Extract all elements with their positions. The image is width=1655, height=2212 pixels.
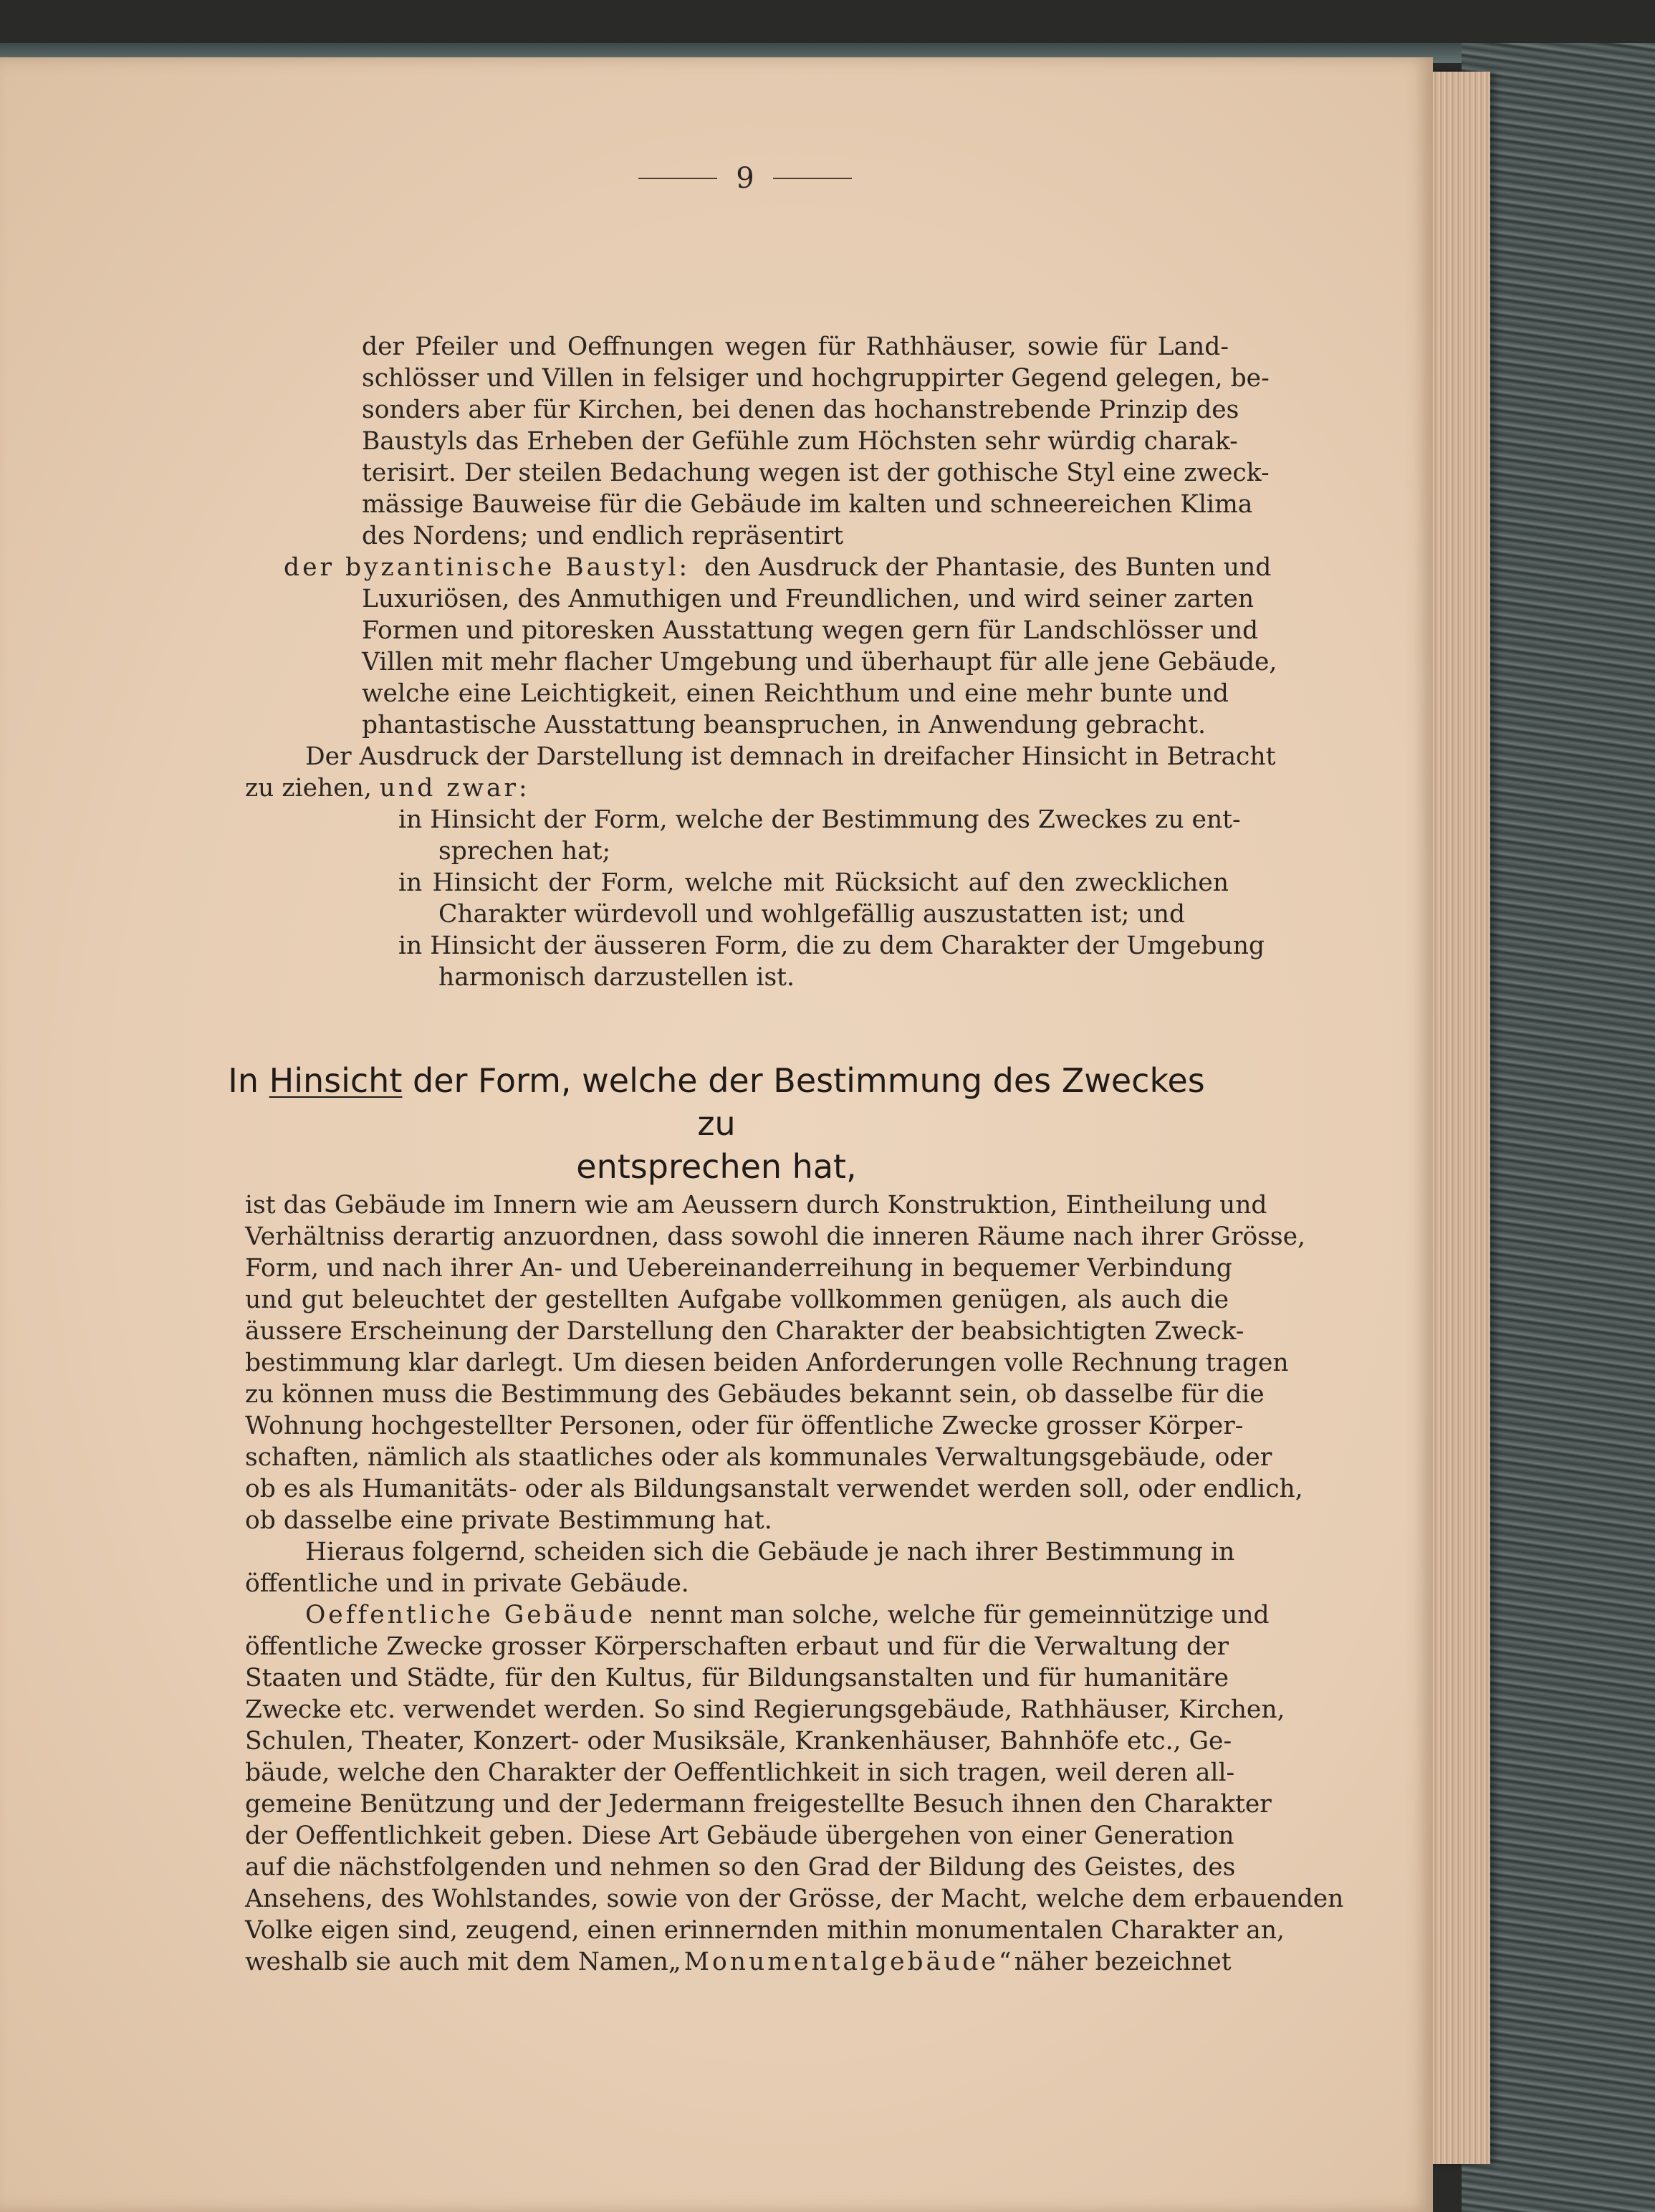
text-span: weshalb sie auch mit dem Namen — [245, 1948, 668, 1976]
text-line: Zwecke etc. verwendet werden. So sind Regierungsgebäude, Rathhäuser, Kirchen, — [245, 1695, 1285, 1724]
text-line: Volke eigen sind, zeugend, einen erinnernden mithin monumentalen Charakter an, — [245, 1916, 1285, 1945]
text-line: Baustyls das Erheben der Gefühle zum Höchsten sehr würdig charak- — [362, 427, 1238, 456]
text-line: bäude, welche den Charakter der Oeffentlichkeit in sich tragen, weil deren all- — [245, 1758, 1235, 1787]
text-line — [305, 1599, 1270, 1631]
text-line: der Oeffentlichkeit geben. Diese Art Gebäude übergehen von einer Generation — [245, 1821, 1234, 1850]
term-byzantine: der byzantinische Baustyl: — [284, 553, 691, 582]
text-line: schaften, nämlich als staatliches oder als kommunales Verwaltungsgebäude, oder — [245, 1443, 1272, 1472]
text-line: Form, und nach ihrer An- und Uebereinanderreihung in bequemer Verbindung — [245, 1254, 1232, 1283]
text-line: öffentliche und in private Gebäude. — [245, 1569, 689, 1598]
text-line: Verhältniss derartig anzuordnen, dass sowohl die inneren Räume nach ihrer Grösse, — [245, 1222, 1305, 1251]
list-item-line: in Hinsicht der Form, welche der Bestimmung des Zweckes zu ent- — [398, 805, 1241, 834]
text-line: ist das Gebäude im Innern wie am Aeussern durch Konstruktion, Eintheilung und — [245, 1191, 1267, 1220]
text-line: Luxuriösen, des Anmuthigen und Freundlichen, und wird seiner zarten — [362, 585, 1255, 613]
text-line: Staaten und Städte, für den Kultus, für Bildungsanstalten und für humanitäre — [245, 1664, 1229, 1692]
list-item-line: sprechen hat; — [438, 837, 611, 866]
text-line: Schulen, Theater, Konzert- oder Musiksäle, Krankenhäuser, Bahnhöfe etc., Ge- — [245, 1727, 1232, 1756]
text-line: der Pfeiler und Oeffnungen wegen für Rathhäuser, sowie für Land- — [362, 332, 1229, 361]
text-line: zu können muss die Bestimmung des Gebäudes bekannt sein, ob dasselbe für die — [245, 1380, 1265, 1409]
list-item-line: in Hinsicht der äusseren Form, die zu dem Charakter der Umgebung — [398, 932, 1265, 960]
text-span: näher bezeichnet — [1014, 1948, 1232, 1976]
text-line: öffentliche Zwecke grosser Körperschaften erbaut und für die Verwaltung der — [245, 1632, 1229, 1661]
book-cover — [1462, 43, 1655, 2212]
heading-line-2: entsprechen hat, — [576, 1147, 857, 1186]
text-span: den Ausdruck der Phantasie, des Bunten und — [704, 553, 1272, 582]
text-line: schlösser und Villen in felsiger und hochgruppirter Gegend gelegen, be- — [362, 364, 1270, 393]
text-line — [284, 552, 1272, 583]
page-number-rule-left — [638, 178, 717, 179]
page-edges — [1426, 72, 1490, 2164]
text-line: Formen und pitoresken Ausstattung wegen gern für Landschlösser und — [362, 616, 1259, 645]
heading-text-underlined: Hinsicht — [269, 1061, 403, 1100]
text-line: ob dasselbe eine private Bestimmung hat. — [245, 1506, 772, 1535]
text-line: sonders aber für Kirchen, bei denen das hochanstrebende Prinzip des — [362, 396, 1239, 424]
list-item-line: harmonisch darzustellen ist. — [438, 963, 795, 992]
text-line: und gut beleuchtet der gestellten Aufgabe vollkommen genügen, als auch die — [245, 1285, 1229, 1314]
text-line: des Nordens; und endlich repräsentirt — [362, 522, 844, 550]
text-line: terisirt. Der steilen Bedachung wegen ist der gothische Styl eine zweck- — [362, 459, 1270, 487]
text-span: zu ziehen, — [245, 774, 372, 803]
text-line: Hieraus folgernd, scheiden sich die Gebäude je nach ihrer Bestimmung in — [305, 1538, 1235, 1566]
heading-line-1 — [215, 1059, 1218, 1145]
page-number-rule-right — [773, 178, 852, 179]
book-page — [0, 57, 1433, 2212]
text-line — [245, 1946, 1232, 1978]
text-line: Wohnung hochgestellter Personen, oder für öffentliche Zwecke grosser Körper- — [245, 1412, 1244, 1440]
list-item-line: Charakter würdevoll und wohlgefällig auszustatten ist; und — [438, 900, 1186, 929]
section-heading — [215, 1059, 1218, 1188]
text-line: ob es als Humanitäts- oder als Bildungsanstalt verwendet werden soll, oder endlich, — [245, 1475, 1303, 1503]
text-span-spaced: und zwar: — [379, 774, 530, 803]
text-line: bestimmung klar darlegt. Um diesen beiden Anforderungen volle Rechnung tragen — [245, 1349, 1289, 1377]
term-monumentalgebaeude: „Monumentalgebäude“ — [668, 1948, 1014, 1976]
text-line: auf die nächstfolgenden und nehmen so den Grad der Bildung des Geistes, des — [245, 1853, 1236, 1882]
heading-text: der Form, welche der Bestimmung des Zweckes zu — [413, 1061, 1205, 1143]
text-line: phantastische Ausstattung beanspruchen, in Anwendung gebracht. — [362, 711, 1206, 739]
text-line: äussere Erscheinung der Darstellung den Charakter der beabsichtigten Zweck- — [245, 1317, 1244, 1346]
text-line — [245, 772, 675, 804]
term-oeffentliche: Oeffentliche Gebäude — [305, 1601, 636, 1629]
page-number — [616, 162, 874, 195]
text-line: Ansehens, des Wohlstandes, sowie von der Grösse, der Macht, welche dem erbauenden — [245, 1885, 1344, 1913]
text-line: gemeine Benützung und der Jedermann freigestellte Besuch ihnen den Charakter — [245, 1790, 1272, 1819]
text-span: nennt man solche, welche für gemeinnützige und — [650, 1601, 1270, 1629]
text-line: Der Ausdruck der Darstellung ist demnach in dreifacher Hinsicht in Betracht — [305, 742, 1276, 771]
page-number-value: 9 — [736, 162, 754, 195]
text-line: welche eine Leichtigkeit, einen Reichthum und eine mehr bunte und — [362, 679, 1229, 708]
heading-text: In — [228, 1061, 259, 1100]
text-line: mässige Bauweise für die Gebäude im kalten und schneereichen Klima — [362, 490, 1253, 519]
list-item-line: in Hinsicht der Form, welche mit Rücksicht auf den zwecklichen — [398, 868, 1229, 897]
text-line: Villen mit mehr flacher Umgebung und überhaupt für alle jene Gebäude, — [362, 648, 1277, 676]
